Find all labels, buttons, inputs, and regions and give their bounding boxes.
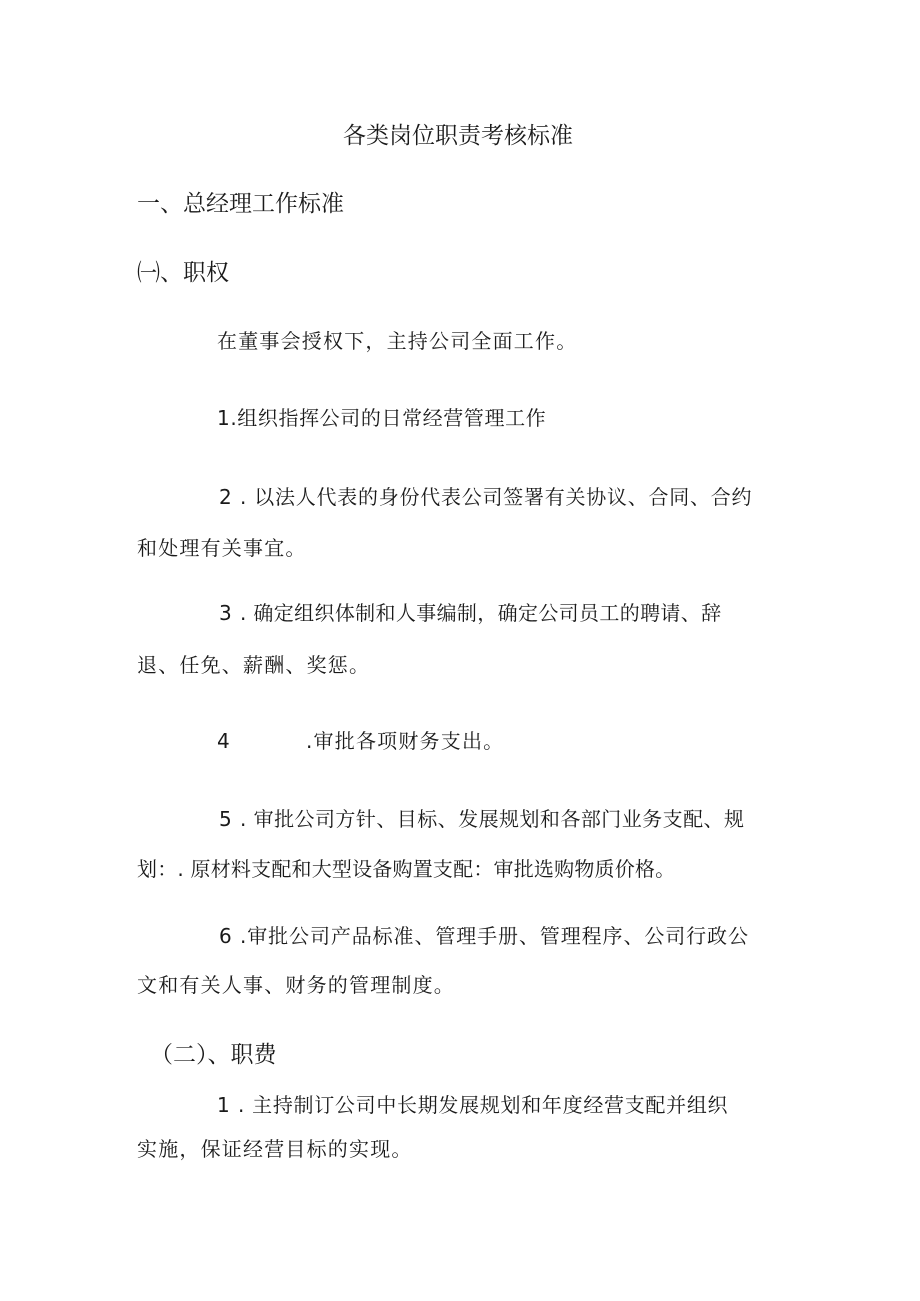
list-item-5-line2: 划：. 原材料支配和大型设备购置支配：审批选购物质价格。 (137, 857, 676, 881)
subsection-heading-duties: （二）、职费 (150, 1042, 277, 1068)
subsection-heading-authority: ㈠、职权 (137, 260, 229, 286)
section-heading-general-manager: 一、总经理工作标准 (137, 191, 344, 217)
duty-item-1-line1: . 主持制订公司中长期发展规划和年度经营支配并组织 (238, 1093, 729, 1117)
list-item-6-line2: 文和有关人事、财务的管理制度。 (137, 973, 455, 997)
list-item-6-number: 6 (219, 924, 232, 948)
list-item-3-line1: . 确定组织体制和人事编制，确定公司员工的聘请、辞 (240, 601, 722, 625)
duty-item-1-line2: 实施，保证经营目标的实现。 (137, 1137, 413, 1161)
duty-item-1-number: 1 (217, 1093, 230, 1117)
list-item-5-number: 5 (219, 807, 232, 831)
list-item-3-line2: 退、任免、薪酬、奖惩。 (137, 653, 371, 677)
intro-paragraph: 在董事会授权下，主持公司全面工作。 (217, 329, 578, 353)
document-title: 各类岗位职责考核标准 (343, 123, 573, 149)
list-item-1: 1.组织指挥公司的日常经营管理工作 (217, 406, 547, 430)
list-item-2-number: 2 (219, 485, 232, 509)
list-item-4-text: .审批各项财务支出。 (306, 729, 505, 753)
list-item-4-number: 4 (217, 729, 230, 753)
list-item-2-line1: . 以法人代表的身份代表公司签署有关协议、合同、合约 (240, 485, 753, 509)
list-item-5-line1: . 审批公司方针、目标、发展规划和各部门业务支配、规 (240, 807, 745, 831)
list-item-2-line2: 和处理有关事宜。 (137, 536, 307, 560)
list-item-3-number: 3 (219, 601, 232, 625)
list-item-6-line1: .审批公司产品标准、管理手册、管理程序、公司行政公 (240, 924, 749, 948)
